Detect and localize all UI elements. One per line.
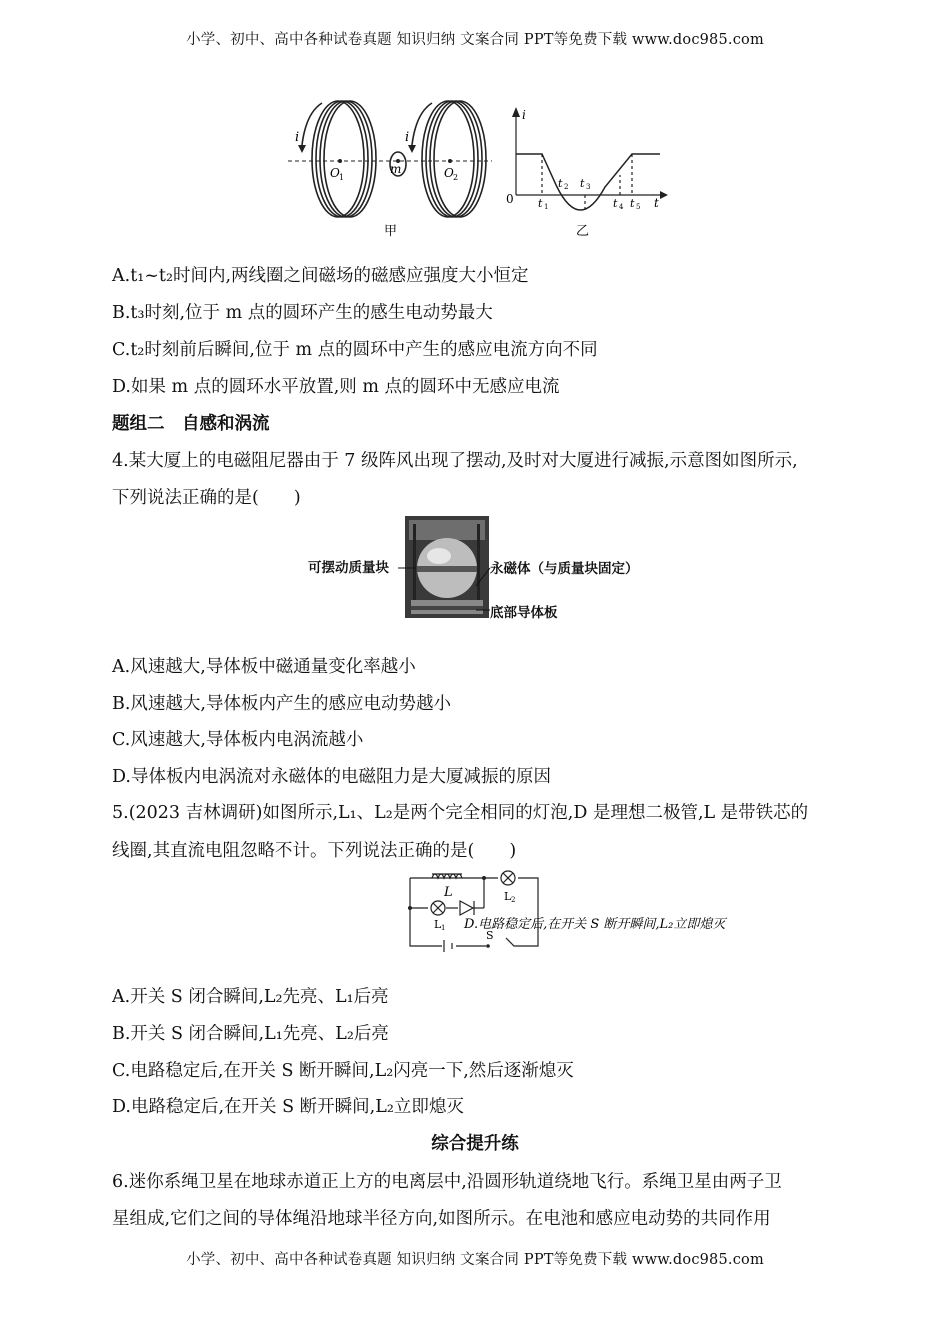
- coil-figure: [280, 95, 670, 245]
- q3-option-c: C.t₂时刻前后瞬间,位于 m 点的圆环中产生的感应电流方向不同: [112, 340, 598, 360]
- m-label: m: [390, 162, 402, 176]
- t3-sub: 3: [586, 183, 591, 191]
- label-leader-lines: [396, 560, 496, 620]
- lamp1-label: L: [434, 918, 442, 931]
- diode-label: D.电路稳定后,在开关 S 断开瞬间,L₂立即熄灭: [464, 917, 726, 932]
- q4-option-a: A.风速越大,导体板中磁通量变化率越小: [112, 657, 416, 677]
- t5-label: t: [630, 197, 635, 210]
- q5-option-d: D.电路稳定后,在开关 S 断开瞬间,L₂立即熄灭: [112, 1097, 464, 1117]
- o1-label: O: [330, 166, 340, 180]
- graph-t-label: t: [654, 196, 659, 210]
- q3-option-a: A.t₁~t₂时间内,两线圈之间磁场的磁感应强度大小恒定: [112, 266, 529, 286]
- o1-sub: 1: [339, 173, 345, 182]
- t2-label: t: [558, 177, 563, 190]
- i-label-right: i: [405, 130, 410, 145]
- q5-option-a: A.开关 S 闭合瞬间,L₂先亮、L₁后亮: [112, 987, 389, 1007]
- t1-label: t: [538, 197, 543, 210]
- graph-origin: 0: [506, 192, 514, 206]
- t4-label: t: [613, 197, 618, 210]
- circuit-figure: [402, 866, 726, 952]
- o2-sub: 2: [453, 173, 459, 182]
- label-jia: 甲: [384, 224, 398, 239]
- label-yi: 乙: [576, 224, 590, 239]
- q4-option-c: C.风速越大,导体板内电涡流越小: [112, 730, 364, 750]
- lamp1-sub: 1: [441, 924, 446, 932]
- q5-stem-line2: 线圈,其直流电阻忽略不计。下列说法正确的是( ): [112, 841, 517, 861]
- t1-sub: 1: [544, 203, 549, 211]
- q4-option-d: D.导体板内电涡流对永磁体的电磁阻力是大厦减振的原因: [112, 767, 551, 787]
- lamp2-label: L: [504, 890, 512, 903]
- page-header: 小学、初中、高中各种试卷真题 知识归纳 文案合同 PPT等免费下载 www.doc985.com: [186, 32, 764, 48]
- q3-option-b: B.t₃时刻,位于 m 点的圆环产生的感生电动势最大: [112, 303, 493, 323]
- graph-i-label: i: [522, 108, 526, 122]
- t5-sub: 5: [636, 203, 641, 211]
- o2-label: O: [444, 166, 454, 180]
- inductor-label: L: [444, 885, 453, 900]
- q3-option-d: D.如果 m 点的圆环水平放置,则 m 点的圆环中无感应电流: [112, 377, 560, 397]
- label-magnet: 永磁体（与质量块固定）: [490, 561, 639, 577]
- q6-line2: 星组成,它们之间的导体绳沿地球半径方向,如图所示。在电池和感应电动势的共同作用: [112, 1209, 771, 1229]
- t4-sub: 4: [619, 203, 624, 211]
- page-footer: 小学、初中、高中各种试卷真题 知识归纳 文案合同 PPT等免费下载 www.doc985.com: [186, 1252, 764, 1268]
- t3-label: t: [580, 177, 585, 190]
- q4-option-b: B.风速越大,导体板内产生的感应电动势越小: [112, 694, 451, 714]
- q4-stem-line2: 下列说法正确的是( ): [112, 488, 301, 508]
- label-plate: 底部导体板: [490, 605, 558, 621]
- group-heading: 题组二 自感和涡流: [112, 414, 270, 434]
- q6-line1: 6.迷你系绳卫星在地球赤道正上方的电离层中,沿圆形轨道绕地飞行。系绳卫星由两子卫: [112, 1172, 782, 1192]
- q5-option-b: B.开关 S 闭合瞬间,L₁先亮、L₂后亮: [112, 1024, 389, 1044]
- q5-option-c: C.电路稳定后,在开关 S 断开瞬间,L₂闪亮一下,然后逐渐熄灭: [112, 1061, 574, 1081]
- i-label-left: i: [295, 130, 300, 145]
- q4-stem-line1: 4.某大厦上的电磁阻尼器由于 7 级阵风出现了摆动,及时对大厦进行减振,示意图如图所示,: [112, 451, 798, 471]
- q5-stem-line1: 5.(2023 吉林调研)如图所示,L₁、L₂是两个完全相同的灯泡,D 是理想二极管,L 是带铁芯的: [112, 803, 809, 823]
- switch-label: S: [486, 929, 494, 942]
- label-mass: 可摆动质量块: [308, 560, 389, 576]
- lamp2-sub: 2: [511, 896, 516, 904]
- t2-sub: 2: [564, 183, 569, 191]
- section-heading: 综合提升练: [431, 1134, 519, 1154]
